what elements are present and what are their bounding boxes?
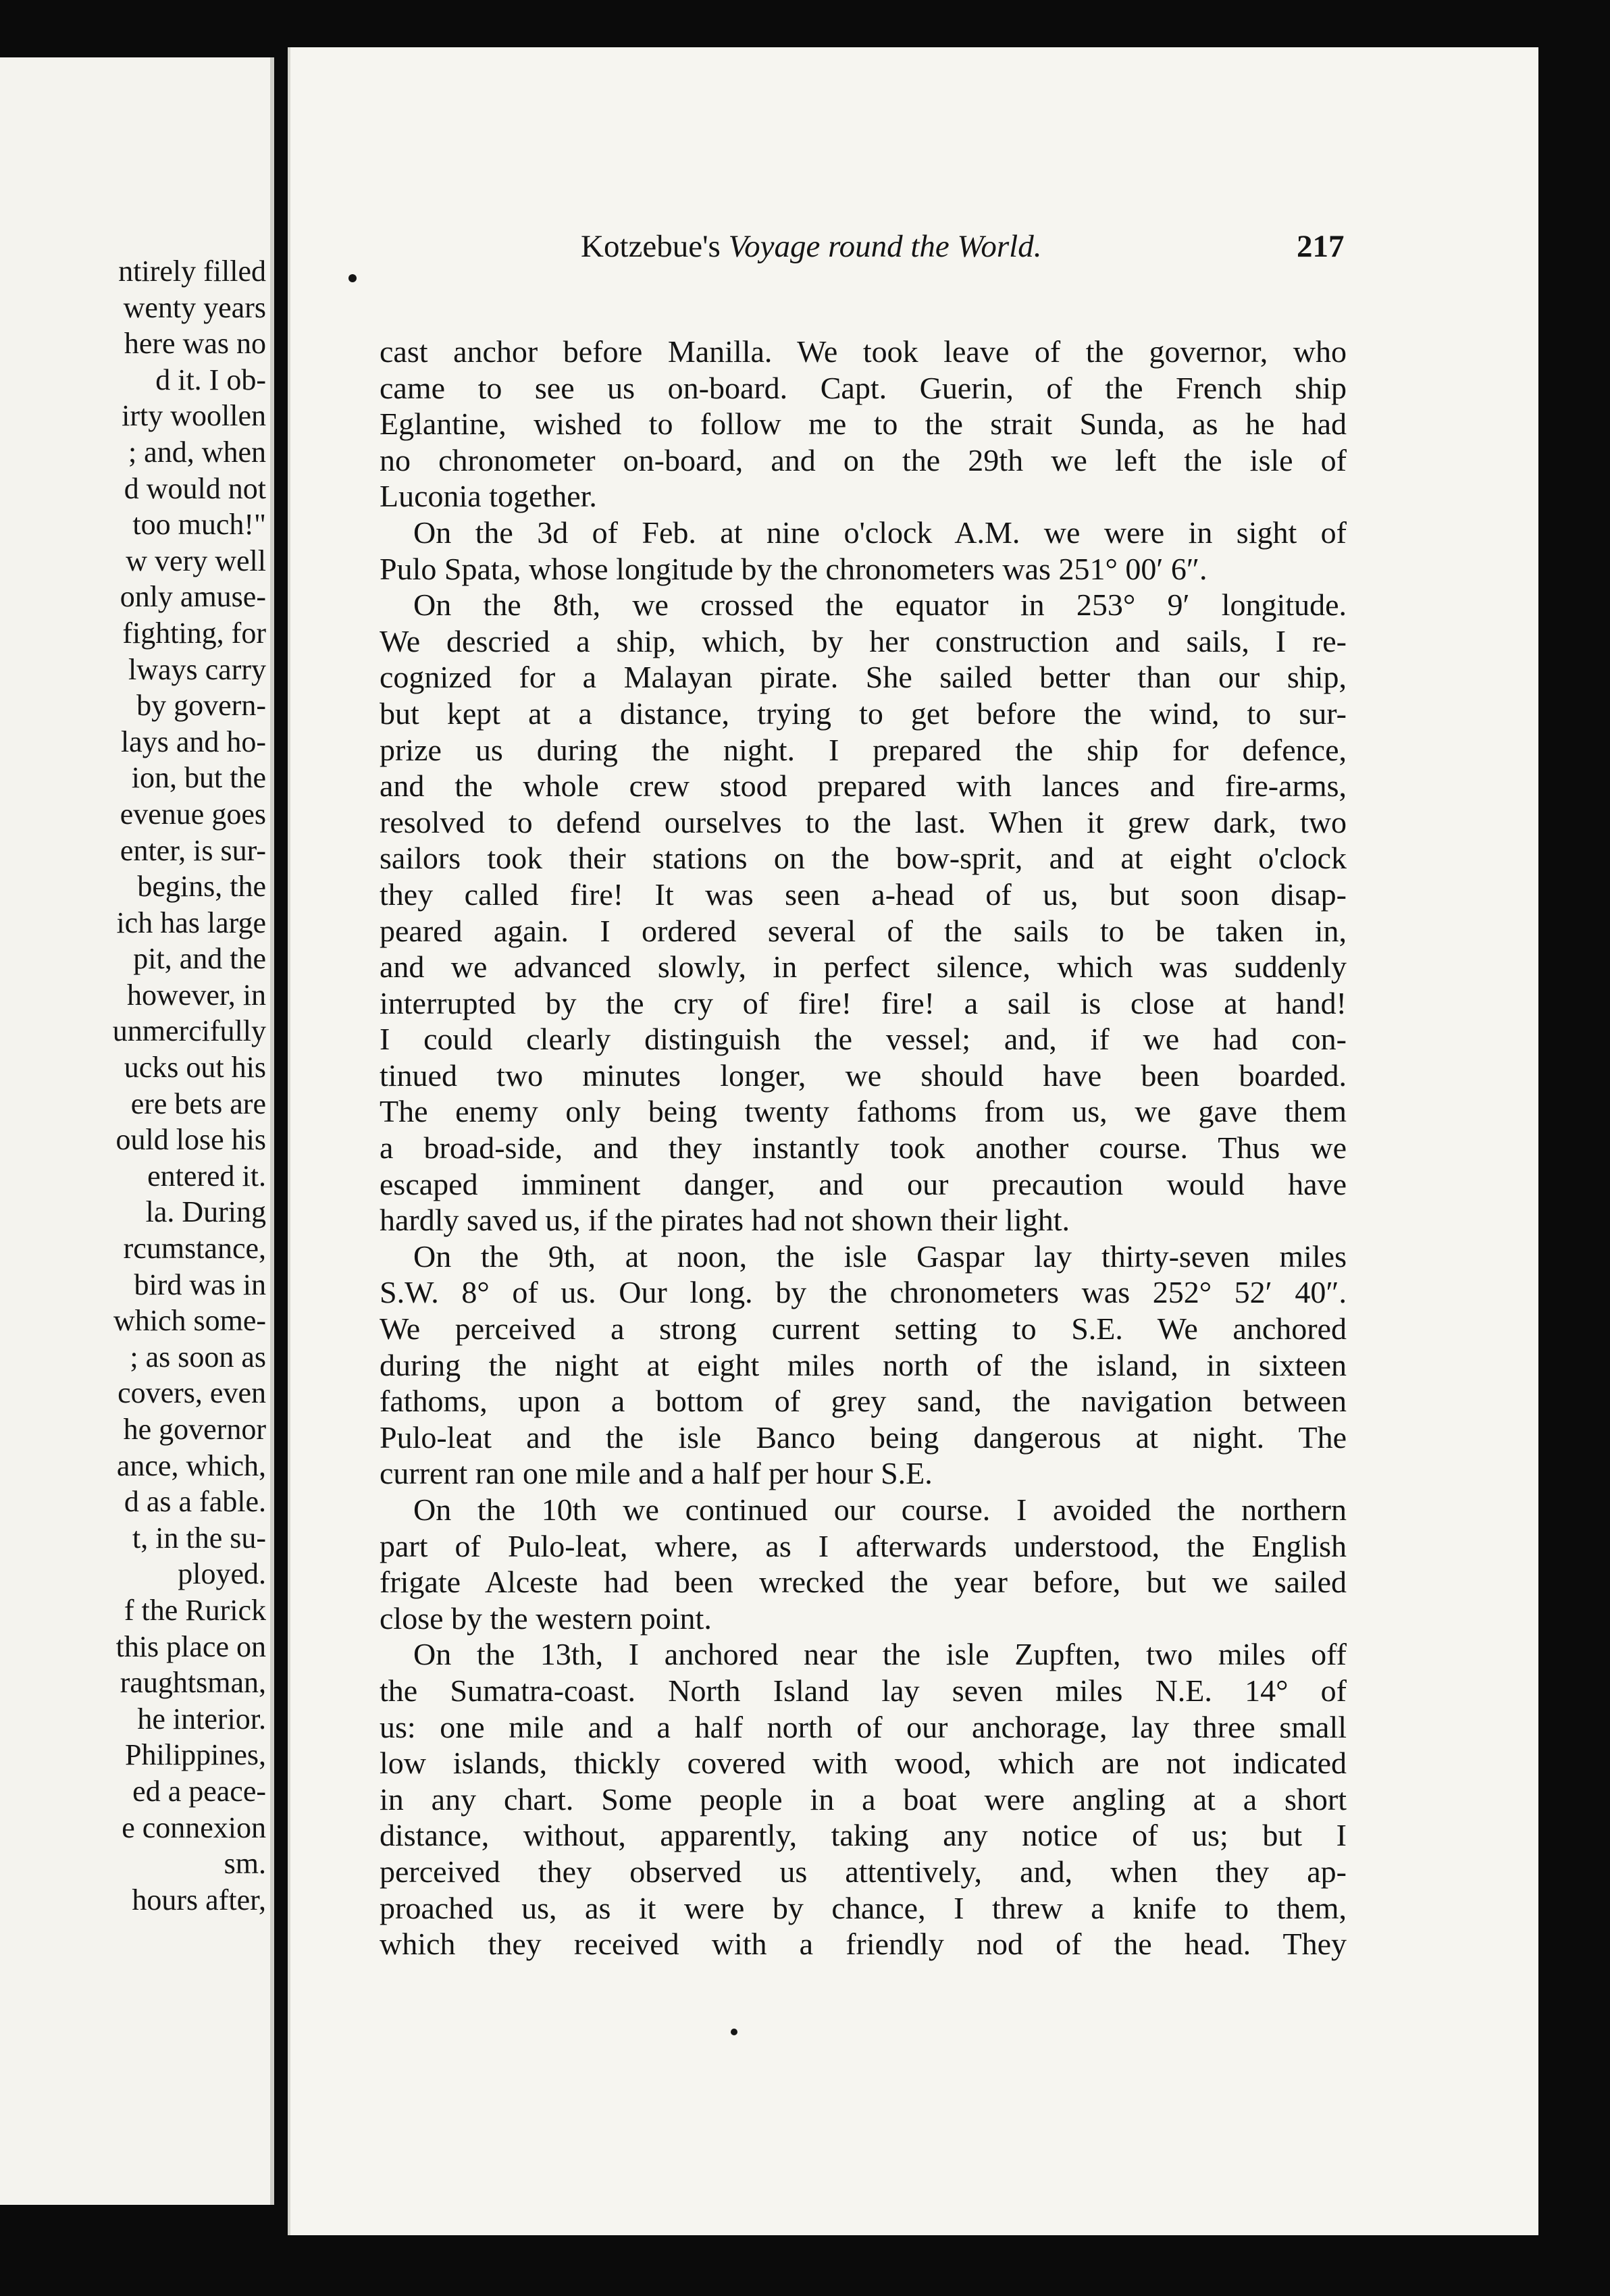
text-line: hardly saved us, if the pirates had not shown their light. xyxy=(380,1203,1070,1238)
facing-page-line: wenty years xyxy=(123,290,266,324)
facing-page-line: la. During xyxy=(145,1195,266,1229)
facing-page-line: which some- xyxy=(113,1304,266,1338)
facing-page-line: rcumstance, xyxy=(123,1232,266,1266)
text-line: fathoms, upon a bottom of grey sand, the navigation between xyxy=(380,1384,1347,1419)
facing-page-line: ucks out his xyxy=(124,1051,266,1085)
facing-page-line: t, in the su- xyxy=(132,1521,266,1555)
text-line: and we advanced slowly, in perfect silence, which was suddenly xyxy=(380,949,1347,985)
facing-page-line: ere bets are xyxy=(130,1087,266,1120)
facing-page-line: lways carry xyxy=(128,652,266,686)
text-line: perceived they observed us attentively, and, when they ap- xyxy=(380,1854,1347,1889)
facing-page-line: d would not xyxy=(124,471,266,505)
text-line: On the 9th, at noon, the isle Gaspar lay thirty-seven miles xyxy=(413,1238,1347,1274)
facing-page-line: hours after, xyxy=(132,1883,266,1916)
facing-page-line: however, in xyxy=(127,978,266,1012)
facing-page-line: bird was in xyxy=(134,1268,266,1301)
facing-page-line: f the Rurick xyxy=(124,1593,266,1627)
facing-page-line: ich has large xyxy=(116,906,266,939)
facing-page-text xyxy=(0,253,270,1918)
facing-page-line: ployed. xyxy=(178,1557,266,1591)
text-line: but kept at a distance, trying to get before the wind, to sur- xyxy=(380,696,1347,731)
facing-page-line: entered it. xyxy=(147,1159,266,1193)
facing-page-line: irty woollen xyxy=(122,399,266,433)
facing-page-line: ould lose his xyxy=(115,1123,266,1157)
text-line: no chronometer on-board, and on the 29th we left the isle of xyxy=(380,442,1347,477)
text-line: On the 3d of Feb. at nine o'clock A.M. we were in sight of xyxy=(413,515,1347,550)
text-line: The enemy only being twenty fathoms from us, we gave them xyxy=(380,1094,1347,1129)
text-line: On the 13th, I anchored near the isle Zupften, two miles off xyxy=(413,1637,1347,1672)
text-line: I could clearly distinguish the vessel; and, if we had con- xyxy=(380,1022,1347,1057)
text-line: they called fire! It was seen a-head of us, but soon disap- xyxy=(380,877,1347,912)
text-line: On the 10th we continued our course. I avoided the northern xyxy=(413,1492,1347,1527)
text-line: cast anchor before Manilla. We took leave of the governor, who xyxy=(380,334,1347,369)
text-line: cognized for a Malayan pirate. She sailed better than our ship, xyxy=(380,660,1347,695)
body-text xyxy=(380,334,1347,1962)
text-line: in any chart. Some people in a boat were angling at a short xyxy=(380,1781,1347,1817)
facing-page-line: sm. xyxy=(224,1847,266,1881)
text-line: interrupted by the cry of fire! fire! a sail is close at hand! xyxy=(380,985,1347,1020)
facing-page-line: fighting, for xyxy=(122,616,266,650)
facing-page-line: ; and, when xyxy=(128,435,266,469)
facing-page-line: d it. I ob- xyxy=(155,363,266,396)
facing-page-line: he interior. xyxy=(137,1702,266,1736)
text-line: us: one mile and a half north of our anchorage, lay three small xyxy=(380,1709,1347,1744)
facing-page-line: unmercifully xyxy=(112,1014,266,1048)
text-line: Luconia together. xyxy=(380,479,597,514)
text-line: Eglantine, wished to follow me to the strait Sunda, as he had xyxy=(380,407,1347,442)
facing-page-line: e connexion xyxy=(122,1810,266,1844)
facing-page-line: ed a peace- xyxy=(132,1774,266,1808)
text-line: tinued two minutes longer, we should have been boarded. xyxy=(380,1058,1347,1093)
text-line: On the 8th, we crossed the equator in 253° 9′ longitude. xyxy=(413,588,1347,623)
facing-page-line: only amuse- xyxy=(120,580,266,614)
text-line: a broad-side, and they instantly took another course. Thus we xyxy=(380,1130,1347,1166)
facing-page-line: begins, the xyxy=(137,870,266,904)
text-line: S.W. 8° of us. Our long. by the chronometers was 252° 52′ 40″. xyxy=(380,1275,1347,1310)
facing-page-line: by govern- xyxy=(136,689,266,723)
facing-page-line: lays and ho- xyxy=(120,725,266,758)
text-line: came to see us on-board. Capt. Guerin, of the French ship xyxy=(380,370,1347,405)
text-line: which they received with a friendly nod of the head. They xyxy=(380,1927,1347,1962)
text-line: peared again. I ordered several of the sails to be taken in, xyxy=(380,913,1347,948)
text-line: the Sumatra-coast. North Island lay seven miles N.E. 14° of xyxy=(380,1673,1347,1708)
book-gutter xyxy=(274,41,288,2228)
facing-page-line: enter, is sur- xyxy=(120,833,266,867)
text-line: Pulo Spata, whose longitude by the chronometers was 251° 00′ 6″. xyxy=(380,551,1208,586)
text-line: and the whole crew stood prepared with lances and fire-arms, xyxy=(380,768,1347,804)
text-line: resolved to defend ourselves to the last. When it grew dark, two xyxy=(380,804,1347,839)
text-line: We perceived a strong current setting to S.E. We anchored xyxy=(380,1311,1347,1347)
facing-page-line: w very well xyxy=(126,544,266,577)
facing-page-line: too much!" xyxy=(132,508,266,542)
text-line: distance, without, apparently, taking any notice of us; but I xyxy=(380,1818,1347,1853)
facing-page-line: Philippines, xyxy=(124,1738,266,1772)
text-line: frigate Alceste had been wrecked the year before, but we sailed xyxy=(380,1565,1347,1600)
facing-page-line: here was no xyxy=(124,327,266,361)
facing-page-line: covers, even xyxy=(118,1376,266,1410)
facing-page-line: ion, but the xyxy=(131,761,266,795)
text-line: escaped imminent danger, and our precaution would have xyxy=(380,1166,1347,1201)
running-title: Kotzebue's Voyage round the World. xyxy=(581,229,1042,264)
facing-page-line: ntirely filled xyxy=(118,255,266,288)
facing-page-line: d as a fable. xyxy=(124,1485,266,1519)
page-number: 217 xyxy=(1297,229,1345,264)
facing-page-line: evenue goes xyxy=(120,797,266,831)
text-line: part of Pulo-leat, where, as I afterwards understood, the English xyxy=(380,1528,1347,1563)
text-line: proached us, as it were by chance, I threw a knife to them, xyxy=(380,1890,1347,1925)
facing-page-line: pit, and the xyxy=(133,942,266,976)
text-line: close by the western point. xyxy=(380,1600,712,1636)
running-head xyxy=(290,228,1357,276)
text-line: sailors took their stations on the bow-sprit, and at eight o'clock xyxy=(380,841,1347,876)
facing-page-line: raughtsman, xyxy=(120,1666,266,1700)
printer-mark xyxy=(731,2029,737,2035)
text-line: We descried a ship, which, by her construction and sails, I re- xyxy=(380,623,1347,658)
text-line: Pulo-leat and the isle Banco being dangerous at night. The xyxy=(380,1419,1347,1455)
text-line: low islands, thickly covered with wood, which are not indicated xyxy=(380,1746,1347,1781)
text-line: during the night at eight miles north of the island, in sixteen xyxy=(380,1347,1347,1382)
facing-page-line: ; as soon as xyxy=(130,1340,266,1374)
facing-page-line: this place on xyxy=(115,1629,266,1663)
text-line: current ran one mile and a half per hour S.E. xyxy=(380,1456,933,1491)
text-line: prize us during the night. I prepared the ship for defence, xyxy=(380,732,1347,767)
facing-page-line: ance, which, xyxy=(116,1449,266,1482)
facing-page-line: he governor xyxy=(123,1413,266,1446)
